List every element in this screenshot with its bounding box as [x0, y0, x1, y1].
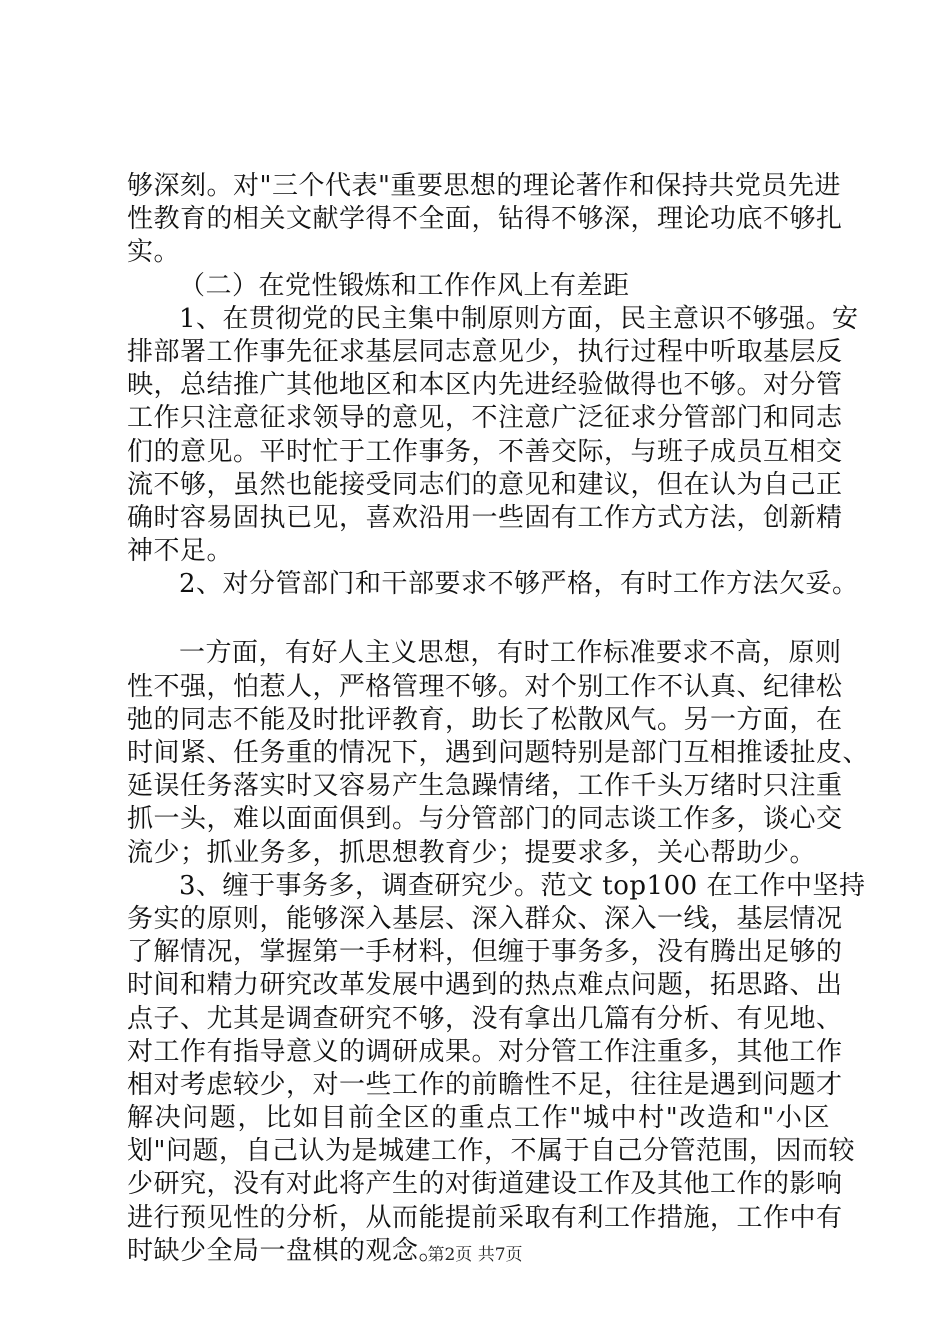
body-line: 解决问题，比如目前全区的重点工作"城中村"改造和"小区: [127, 1103, 830, 1134]
body-line: 了解情况，掌握第一手材料，但缠于事务多，没有腾出足够的: [127, 937, 843, 968]
body-line: 1、在贯彻党的民主集中制原则方面，民主意识不够强。安: [179, 303, 859, 334]
paragraph-gap: [127, 601, 830, 637]
body-line: 延误任务落实时又容易产生急躁情绪，工作千头万绪时只注重: [127, 771, 843, 802]
body-line: 相对考虑较少，对一些工作的前瞻性不足，往往是遇到问题才: [127, 1069, 843, 1100]
body-line: 一方面，有好人主义思想，有时工作标准要求不高，原则: [179, 638, 842, 669]
body-line: 抓一头，难以面面俱到。与分管部门的同志谈工作多，谈心交: [127, 804, 843, 835]
body-line: 2、对分管部门和干部要求不够严格，有时工作方法欠妥。: [179, 569, 859, 600]
body-line: 时间紧、任务重的情况下，遇到问题特别是部门互相推诿扯皮、: [127, 738, 870, 768]
body-line: 实。: [127, 237, 181, 268]
body-line: 3、缠于事务多，调查研究少。范文 top100 在工作中坚持: [179, 870, 866, 901]
body-line: 映，总结推广其他地区和本区内先进经验做得也不够。对分管: [127, 370, 843, 401]
body-line: 排部署工作事先征求基层同志意见少，执行过程中听取基层反: [127, 336, 843, 367]
body-line: 们的意见。平时忙于工作事务，不善交际，与班子成员互相交: [127, 436, 843, 467]
body-line: 性教育的相关文献学得不全面，钻得不够深，理论功底不够扎: [127, 204, 843, 235]
body-line: 够深刻。对"三个代表"重要思想的理论著作和保持共党员先进: [127, 171, 841, 201]
body-line: 工作只注意征求领导的意见，不注意广泛征求分管部门和同志: [127, 403, 843, 434]
body-line: 时间和精力研究改革发展中遇到的热点难点问题，拓思路、出: [127, 970, 843, 1001]
body-line: 点子、尤其是调查研究不够，没有拿出几篇有分析、有见地、: [127, 1003, 843, 1034]
body-line: 划"问题，自己认为是城建工作，不属于自己分管范围，因而较: [127, 1136, 855, 1167]
body-line: 流少；抓业务多，抓思想教育少；提要求多，关心帮助少。: [127, 837, 817, 868]
body-line: 确时容易固执已见，喜欢沿用一些固有工作方式方法，创新精: [127, 502, 843, 533]
body-line: 对工作有指导意义的调研成果。对分管工作注重多，其他工作: [127, 1036, 843, 1067]
section-heading: （二）在党性锻炼和工作作风上有差距: [179, 270, 630, 301]
body-line: 进行预见性的分析，从而能提前采取有利工作措施，工作中有: [127, 1202, 843, 1233]
body-line: 务实的原则，能够深入基层、深入群众、深入一线，基层情况: [127, 903, 843, 934]
body-line: 弛的同志不能及时批评教育，助长了松散风气。另一方面，在: [127, 704, 843, 735]
document-body: [127, 170, 870, 1268]
body-line: 神不足。: [127, 536, 234, 567]
body-line: 流不够，虽然也能接受同志们的意见和建议，但在认为自己正: [127, 469, 843, 500]
body-line: 性不强，怕惹人，严格管理不够。对个别工作不认真、纪律松: [127, 671, 843, 702]
body-line: 少研究，没有对此将产生的对街道建设工作及其他工作的影响: [127, 1169, 843, 1200]
body-line: 时缺少全局一盘棋的观念。: [127, 1235, 446, 1266]
page-indicator: 第2页 共7页: [427, 1245, 523, 1265]
